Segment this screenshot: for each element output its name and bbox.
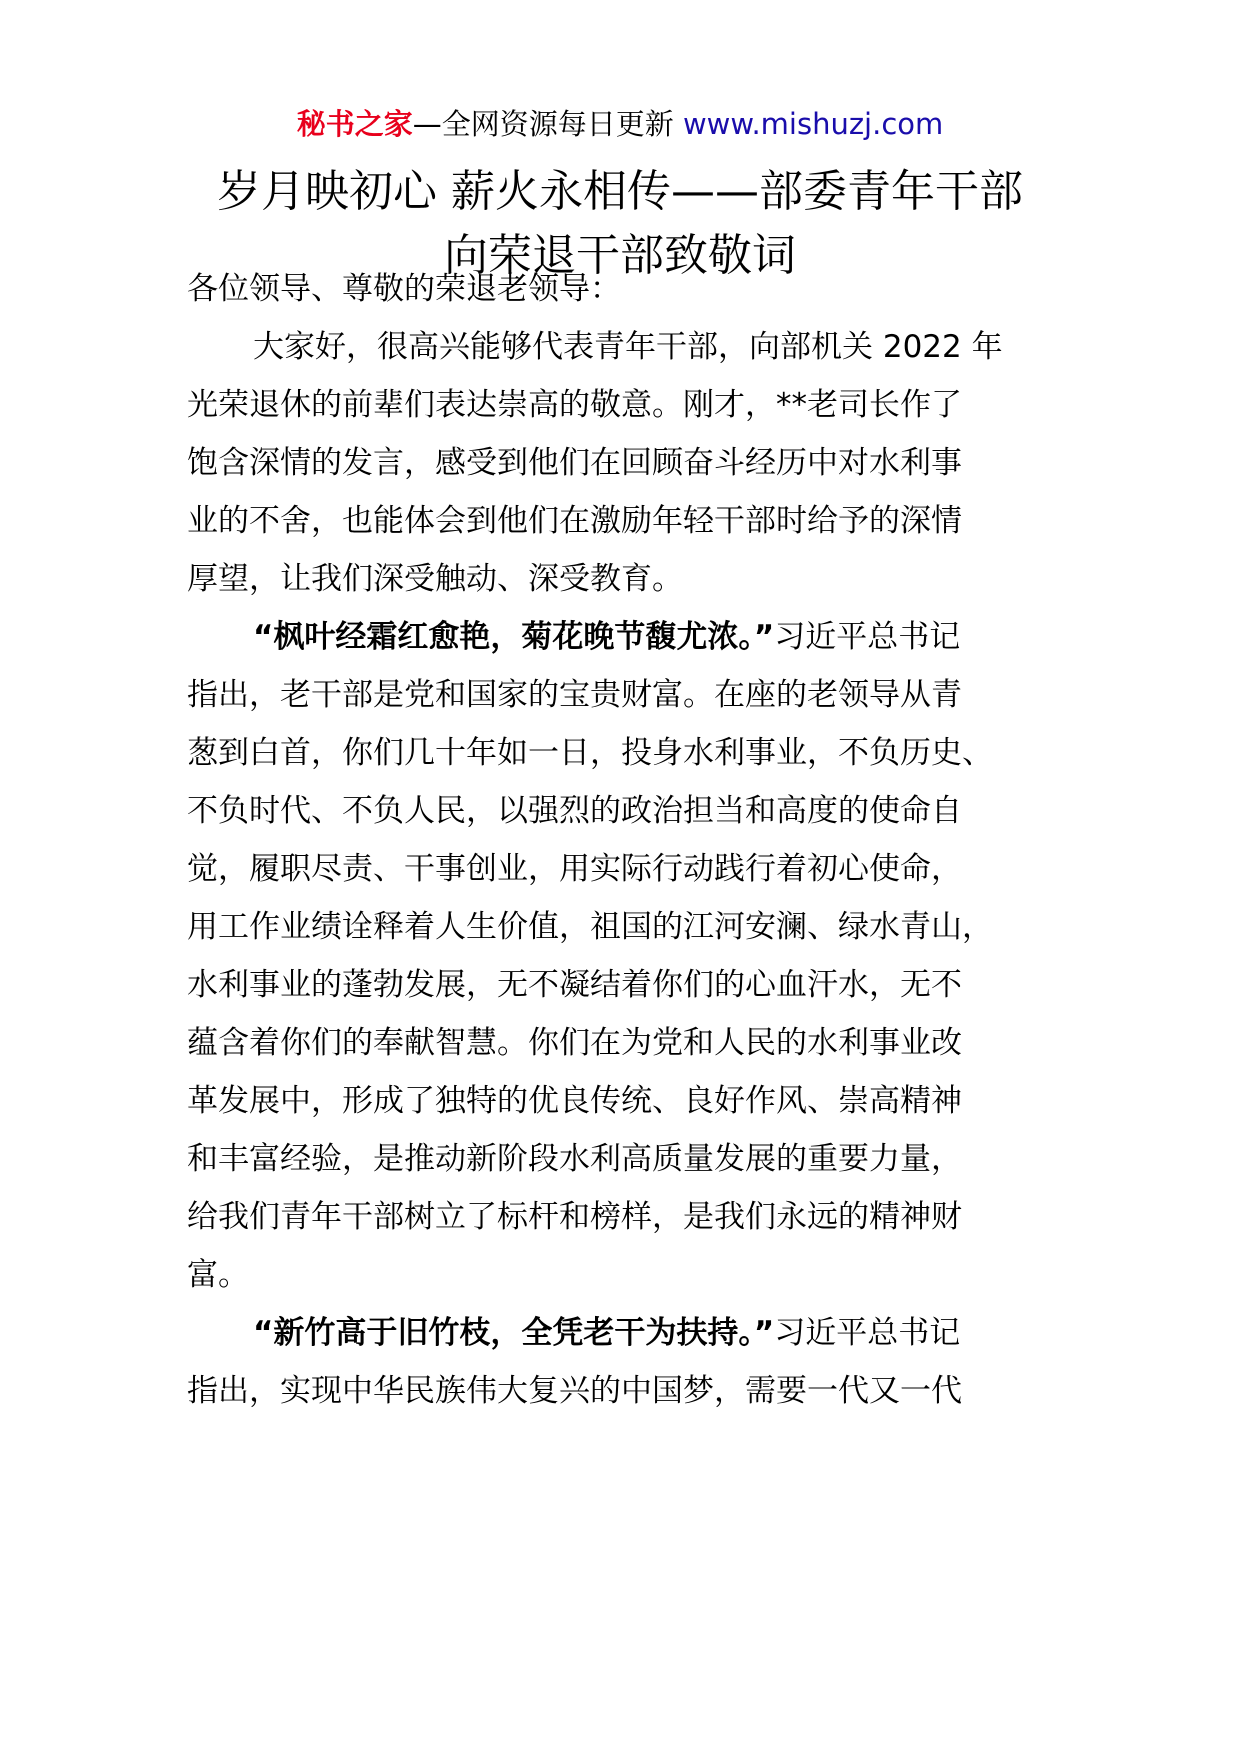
paragraph-2-line: 不负时代、不负人民，以强烈的政治担当和高度的使命自 xyxy=(187,793,962,829)
quote-new-bamboo: “新竹高于旧竹枝，全凭老干为扶持。” xyxy=(253,1315,775,1351)
paragraph-2-line: 给我们青年干部树立了标杆和榜样，是我们永远的精神财 xyxy=(187,1199,962,1235)
paragraph-2-line: 和丰富经验，是推动新阶段水利高质量发展的重要力量， xyxy=(187,1141,962,1177)
quote-attribution: 习近平总书记 xyxy=(774,1315,961,1351)
quote-attribution: 习近平总书记 xyxy=(774,619,961,655)
paragraph-1-line: 业的不舍，也能体会到他们在激励年轻干部时给予的深情 xyxy=(187,503,962,539)
site-url-link[interactable]: www.mishuzj.com xyxy=(682,107,944,141)
paragraph-2-line: 指出，老干部是党和国家的宝贵财富。在座的老领导从青 xyxy=(187,677,962,713)
paragraph-3-first-line xyxy=(253,1312,960,1354)
greeting: 各位领导、尊敬的荣退老领导： xyxy=(187,271,621,307)
site-header xyxy=(0,104,1240,144)
paragraph-2-line: 葱到白首，你们几十年如一日，投身水利事业，不负历史、 xyxy=(187,735,993,771)
paragraph-1-line: 光荣退休的前辈们表达崇高的敬意。刚才，**老司长作了 xyxy=(187,387,962,423)
paragraph-1-line: 厚望，让我们深受触动、深受教育。 xyxy=(187,561,683,597)
paragraph-2-line: 用工作业绩诠释着人生价值，祖国的江河安澜、绿水青山， xyxy=(187,909,993,945)
paragraph-2-first-line xyxy=(253,616,960,658)
document-title-line-1: 岁月映初心 薪火永相传——部委青年干部 xyxy=(217,166,1023,217)
document-title-line-2: 向荣退干部致敬词 xyxy=(444,230,796,281)
paragraph-1-line: 大家好，很高兴能够代表青年干部，向部机关 2022 年 xyxy=(253,329,1003,365)
header-tagline: —全网资源每日更新 xyxy=(412,107,683,141)
paragraph-2-line: 觉，履职尽责、干事创业，用实际行动践行着初心使命， xyxy=(187,851,962,887)
quote-maple-leaves: “枫叶经霜红愈艳，菊花晚节馥尤浓。” xyxy=(253,619,775,655)
paragraph-3-line: 指出，实现中华民族伟大复兴的中国梦，需要一代又一代 xyxy=(187,1373,962,1409)
paragraph-1-line: 饱含深情的发言，感受到他们在回顾奋斗经历中对水利事 xyxy=(187,445,962,481)
paragraph-2-line: 富。 xyxy=(187,1257,249,1293)
brand-name: 秘书之家 xyxy=(296,107,413,141)
paragraph-2-line: 蕴含着你们的奉献智慧。你们在为党和人民的水利事业改 xyxy=(187,1025,962,1061)
paragraph-2-line: 水利事业的蓬勃发展，无不凝结着你们的心血汗水，无不 xyxy=(187,967,962,1003)
paragraph-2-line: 革发展中，形成了独特的优良传统、良好作风、崇高精神 xyxy=(187,1083,962,1119)
